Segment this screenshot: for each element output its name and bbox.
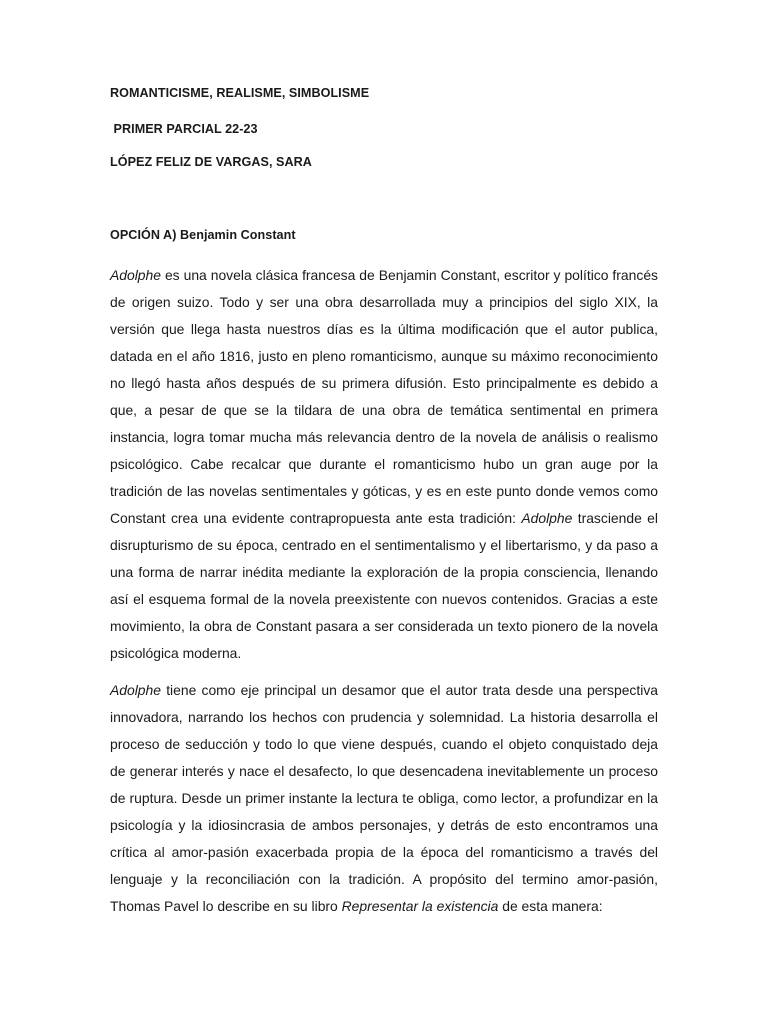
paragraph-text: de esta manera: xyxy=(498,898,603,914)
author-name: LÓPEZ FELIZ DE VARGAS, SARA xyxy=(110,155,312,169)
section-title: OPCIÓN A) Benjamin Constant xyxy=(110,228,296,242)
book-title-italic: Adolphe xyxy=(110,682,161,698)
paragraph-text: tiene como eje principal un desamor que el autor trata desde una perspectiva innovadora, narrando los hechos con prudencia y solemnidad. La historia desarrolla el proceso de seducción y todo lo que viene después, cuando el objeto conquistado deja de generar interés y nace el desafecto, lo que desencadena inevitablemente un proceso de ruptura. Desde un primer instante la lectura te obliga, como lector, a profundizar en la psicología y la idiosincrasia de ambos personajes, y detrás de esto encontramos una crítica al amor-pasión exacerbada propia de la época del romanticismo a través del lenguaje y la reconciliación con la tradición. A propósito del termino amor-pasión, Thomas Pavel lo describe en su libro xyxy=(110,682,658,914)
paragraph-text: es una novela clásica francesa de Benjamin Constant, escritor y político francés de origen suizo. Todo y ser una obra desarrollada muy a principios del siglo XIX, la versión que llega hasta nuestros días es la última modificación que el autor publica, datada en el año 1816, justo en pleno romanticismo, aunque su máximo reconocimiento no llegó hasta años después de su primera difusión. Esto principalmente es debido a que, a pesar de que se la tildara de una obra de temática sentimental en primera instancia, logra tomar mucha más relevancia dentro de la novela de análisis o realismo psicológico. Cabe recalcar que durante el romanticismo hubo un gran auge por la tradición de las novelas sentimentales y góticas, y es en este punto donde vemos como Constant crea una evidente contrapropuesta ante esta tradición: xyxy=(110,267,658,526)
book-title-italic: Adolphe xyxy=(521,510,573,526)
book-title-italic: Representar la existencia xyxy=(341,898,499,914)
paragraph-adolphe-theme xyxy=(110,677,658,920)
book-title-italic: Adolphe xyxy=(110,267,161,283)
exam-title: PRIMER PARCIAL 22-23 xyxy=(110,122,258,136)
paragraph-text: trasciende el disrupturismo de su época, centrado en el sentimentalismo y el libertarismo, y da paso a una forma de narrar inédita mediante la exploración de la propia consciencia, llenando así el esquema formal de la novela preexistente con nuevos contenidos. Gracias a este movimiento, la obra de Constant pasara a ser considerada un texto pionero de la novela psicológica moderna. xyxy=(110,510,658,661)
course-title: ROMANTICISME, REALISME, SIMBOLISME xyxy=(110,86,370,100)
paragraph-adolphe-intro xyxy=(110,262,658,667)
